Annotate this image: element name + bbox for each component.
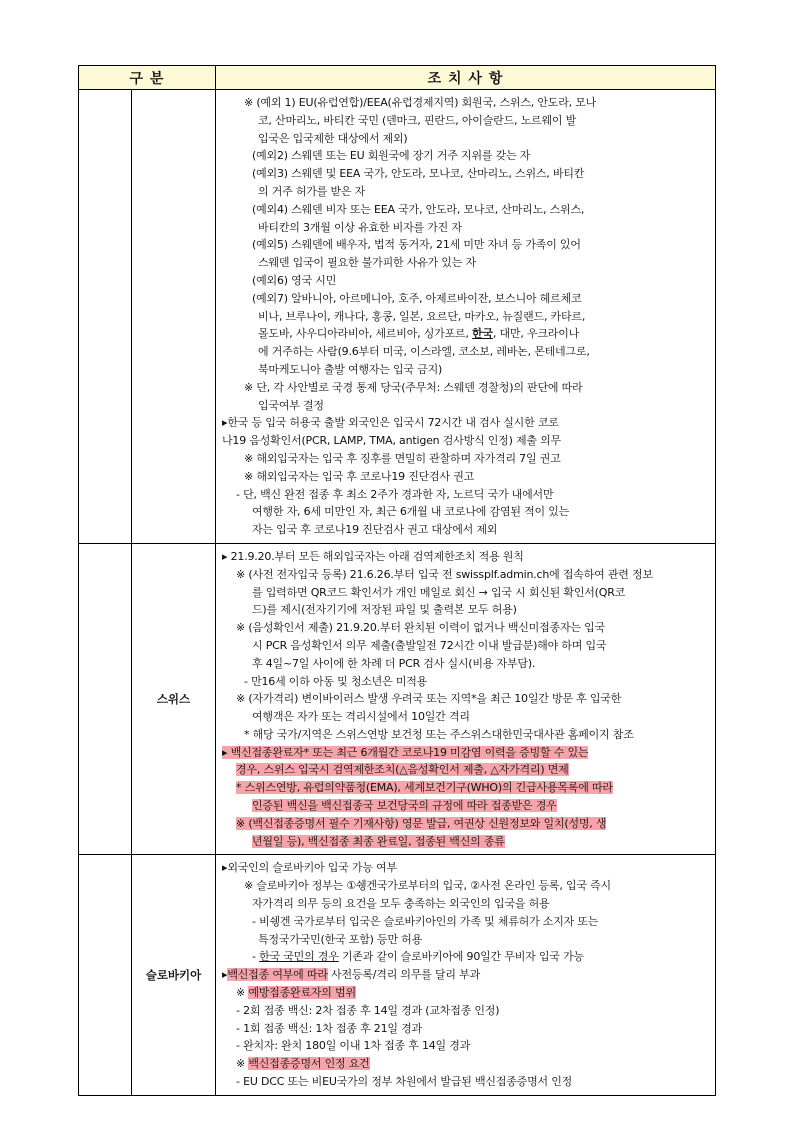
text-line: 입국은 입국제한 대상에서 제외) bbox=[258, 131, 408, 145]
section-slovakia bbox=[79, 855, 715, 1094]
text-line: 입국여부 결정 bbox=[258, 398, 324, 412]
text-line: (예외3) 스웨덴 및 EEA 국가, 안도라, 모나코, 산마리노, 스위스, 바티칸 bbox=[252, 167, 585, 181]
text-line: 를 입력하면 QR코드 확인서가 개인 메일로 회신 → 입국 시 회신된 확인서(QR코 bbox=[252, 585, 626, 599]
underlined-text: 한국 국민의 경우 bbox=[259, 950, 339, 964]
text-line: 여행한 자, 6세 미만인 자, 최근 6개월 내 코로나에 감염된 적이 있는 bbox=[252, 505, 570, 519]
text-line: * 해당 국가/지역은 스위스연방 보건청 또는 주스위스대한민국대사관 홈페이지 참조 bbox=[244, 727, 634, 741]
text-line: ※ (자가격리) 변이바이러스 발생 우려국 또는 지역*을 최근 10일간 방문 후 입국한 bbox=[236, 692, 622, 706]
text-line: ▸ 백신접종완료자* 또는 최근 6개월간 코로나19 미감염 이력을 증빙할 수 있는 bbox=[222, 745, 589, 759]
region-cell bbox=[79, 544, 132, 855]
emphasis-korea: 한국 bbox=[472, 327, 493, 341]
text-line: 몰도바, 사우디아라비아, 세르비아, 싱가포르, 한국, 대만, 우크라이나 bbox=[258, 327, 580, 341]
text-line: 드)를 제시(전자기기에 저장된 파일 및 출력본 모두 허용) bbox=[252, 603, 517, 617]
text-line: 바티칸의 3개월 이상 유효한 비자를 가진 자 bbox=[258, 220, 462, 234]
text-line: - 만16세 이하 아동 및 청소년은 미적용 bbox=[244, 674, 428, 688]
text-line: (예외7) 알바니아, 아르메니아, 호주, 아제르바이잔, 보스니아 헤르체코 bbox=[252, 291, 582, 305]
header-measures: 조 치 사 항 bbox=[427, 70, 504, 87]
text-line: 년월일 등), 백신접종 최종 완료일, 접종된 백신의 종류 bbox=[252, 834, 505, 848]
measures-cell bbox=[216, 90, 715, 543]
text-line: 스웨덴 입국이 필요한 불가피한 사유가 있는 자 bbox=[258, 256, 476, 270]
text-line: ※ 예방접종완료자의 범위 bbox=[236, 986, 356, 1000]
measures-cell bbox=[216, 544, 715, 855]
text-line: 시 PCR 음성확인서 의무 제출(출발일전 72시간 이내 발급분)해야 하며 입국 bbox=[252, 638, 607, 652]
measures-cell bbox=[216, 855, 715, 1094]
table-header bbox=[79, 66, 715, 90]
text-line: 자가격리 의무 등의 요건을 모두 충족하는 외국인의 입국을 허용 bbox=[252, 897, 550, 911]
text-line: 의 거주 허가를 받은 자 bbox=[258, 184, 366, 198]
country-cell: 슬로바키아 bbox=[132, 855, 216, 1094]
text-line: (예외6) 영국 시민 bbox=[252, 273, 337, 287]
text-line: 에 거주하는 사람(9.6부터 미국, 이스라엘, 코소보, 레바논, 몬테네그로, bbox=[258, 345, 590, 359]
country-cell: 스위스 bbox=[132, 544, 216, 855]
text-line: 인증된 백신을 백신접종국 보건당국의 규정에 따라 접종받은 경우 bbox=[252, 799, 557, 813]
text-line: - 비쉥겐 국가로부터 입국은 슬로바키아인의 가족 및 체류허가 소지자 또는 bbox=[252, 914, 599, 928]
text-line: - 2회 접종 백신: 2차 접종 후 14일 경과 (교차접종 인정) bbox=[236, 1003, 500, 1017]
text-line: ※ 해외입국자는 입국 후 징후를 면밀히 관찰하며 자가격리 7일 권고 bbox=[244, 451, 561, 465]
text-line: 자는 입국 후 코로나19 진단검사 권고 대상에서 제외 bbox=[252, 523, 498, 537]
text-line: 특정국가국민(한국 포함) 등만 허용 bbox=[258, 932, 423, 946]
region-cell bbox=[79, 90, 132, 543]
section-sweden-continued bbox=[79, 90, 715, 544]
text-line: ▸한국 등 입국 허용국 출발 외국인은 입국시 72시간 내 검사 실시한 코로 bbox=[222, 416, 559, 430]
text-line: 비나, 브루나이, 캐나다, 홍콩, 일본, 요르단, 마카오, 뉴질랜드, 카타르, bbox=[258, 309, 586, 323]
text-line: ※ 슬로바키아 정부는 ①쉥겐국가로부터의 입국, ②사전 온라인 등록, 입국 즉시 bbox=[244, 879, 611, 893]
region-cell bbox=[79, 855, 132, 1094]
text-line: 나19 음성확인서(PCR, LAMP, TMA, antigen 검사방식 인정) 제출 의무 bbox=[222, 434, 561, 448]
text-line: (예외4) 스웨덴 비자 또는 EEA 국가, 안도라, 모나코, 산마리노, 스위스, bbox=[252, 202, 585, 216]
header-category: 구 분 bbox=[79, 66, 216, 89]
section-switzerland bbox=[79, 544, 715, 856]
text-line: ▸ 21.9.20.부터 모든 해외입국자는 아래 검역제한조치 적용 원칙 bbox=[222, 549, 524, 563]
text-line: 북마케도니아 출발 여행자는 입국 금지) bbox=[258, 362, 443, 376]
highlighted-text: 백신접종 여부에 따라 bbox=[227, 968, 328, 982]
text-line: ▸백신접종 여부에 따라 사전등록/격리 의무를 달리 부과 bbox=[222, 968, 480, 982]
text-line: ※ (백신접종증명서 필수 기재사항) 영문 발급, 여권상 신원정보와 일치(성명, 생 bbox=[236, 816, 607, 830]
text-line: ※ (사전 전자입국 등록) 21.6.26.부터 입국 전 swissplf.admin.ch에 접속하여 관련 정보 bbox=[236, 567, 653, 581]
text-line: (예외2) 스웨덴 또는 EU 회원국에 장기 거주 지위를 갖는 자 bbox=[252, 149, 531, 163]
highlighted-text: 예방접종완료자의 범위 bbox=[248, 986, 356, 1000]
measures-table bbox=[78, 65, 716, 1096]
text-line: 코, 산마리노, 바티칸 국민 (덴마크, 핀란드, 아이슬란드, 노르웨이 발 bbox=[258, 113, 577, 127]
text-line: - 1회 접종 백신: 1차 접종 후 21일 경과 bbox=[236, 1021, 422, 1035]
text-line: 여행객은 자가 또는 격리시설에서 10일간 격리 bbox=[252, 710, 470, 724]
text-line: (예외5) 스웨덴에 배우자, 법적 동거자, 21세 미만 자녀 등 가족이 있어 bbox=[252, 238, 581, 252]
text-line: ※ (음성확인서 제출) 21.9.20.부터 완치된 이력이 없거나 백신미접종자는 입국 bbox=[236, 621, 605, 635]
text-line: - 단, 백신 완전 접종 후 최소 2주가 경과한 자, 노르딕 국가 내에서만 bbox=[236, 487, 554, 501]
text-line: ※ 단, 각 사안별로 국경 통제 당국(주무처: 스웨덴 경찰청)의 판단에 따라 bbox=[244, 380, 583, 394]
text-line: - 완치자: 완치 180일 이내 1차 접종 후 14일 경과 bbox=[236, 1039, 471, 1053]
text-line: * 스위스연방, 유럽의약품청(EMA), 세계보건기구(WHO)의 긴급사용목록에 따라 bbox=[236, 781, 613, 795]
text-line: ※ 해외입국자는 입국 후 코로나19 진단검사 권고 bbox=[244, 469, 475, 483]
text-line: ※ 백신접종증명서 인정 요건 bbox=[236, 1057, 370, 1071]
highlighted-text: 백신접종증명서 인정 요건 bbox=[248, 1057, 370, 1071]
text-line: 후 4일~7일 사이에 한 차례 더 PCR 검사 실시(비용 자부담). bbox=[252, 656, 536, 670]
text-line: - 한국 국민의 경우 기존과 같이 슬로바키아에 90일간 무비자 입국 가능 bbox=[252, 950, 584, 964]
text-line: - EU DCC 또는 비EU국가의 정부 차원에서 발급된 백신접종증명서 인정 bbox=[236, 1075, 573, 1089]
text-line: ▸외국인의 슬로바키아 입국 가능 여부 bbox=[222, 861, 397, 875]
text-line: ※ (예외 1) EU(유럽연합)/EEA(유럽경제지역) 회원국, 스위스, 안도라, 모나 bbox=[244, 96, 597, 109]
country-cell bbox=[132, 90, 216, 543]
text-line: 경우, 스위스 입국시 검역제한조치(△음성확인서 제출, △자가격리) 면제 bbox=[236, 763, 569, 777]
